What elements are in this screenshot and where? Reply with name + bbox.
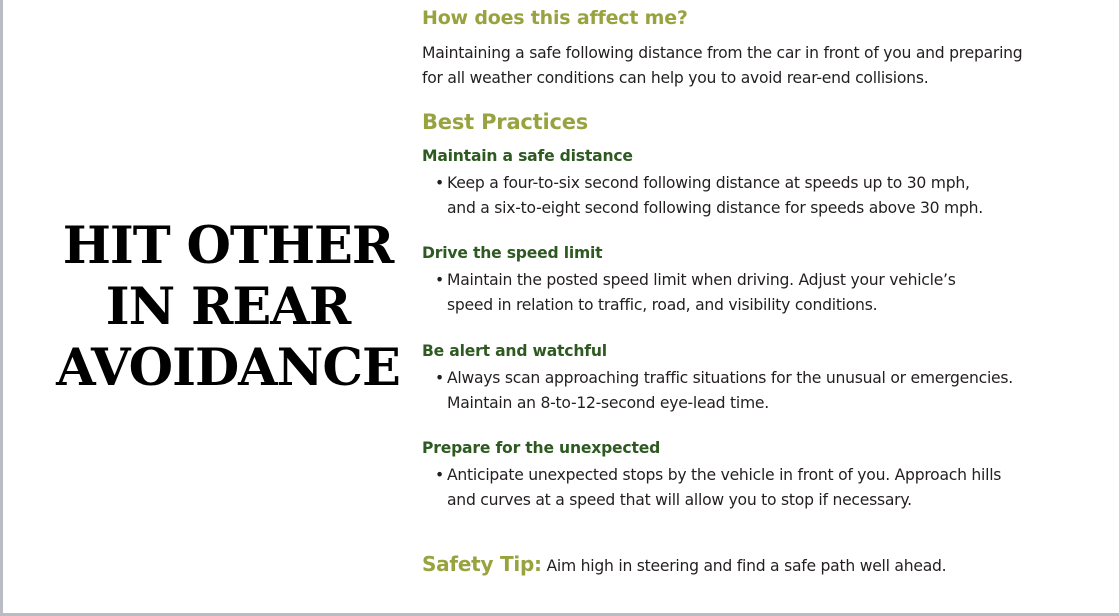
practice-bullet-alert bbox=[435, 366, 1013, 416]
bullet-dot-icon: • bbox=[435, 369, 444, 387]
bullet-dot-icon: • bbox=[435, 271, 444, 289]
affect-line-2: for all weather conditions can help you to avoid rear-end collisions. bbox=[422, 69, 929, 87]
safety-tip-text: Aim high in steering and find a safe path well ahead. bbox=[546, 557, 947, 575]
practice-title-alert: Be alert and watchful bbox=[422, 342, 607, 360]
practice-line: speed in relation to traffic, road, and visibility conditions. bbox=[447, 296, 878, 314]
best-practices-heading: Best Practices bbox=[422, 110, 589, 134]
slide-title bbox=[30, 216, 426, 399]
practice-line: and curves at a speed that will allow you to stop if necessary. bbox=[447, 491, 912, 509]
bullet-dot-icon: • bbox=[435, 174, 444, 192]
practice-line: and a six-to-eight second following distance for speeds above 30 mph. bbox=[447, 199, 983, 217]
practice-title-speed-limit: Drive the speed limit bbox=[422, 244, 603, 262]
bullet-dot-icon: • bbox=[435, 466, 444, 484]
practice-title-safe-distance: Maintain a safe distance bbox=[422, 147, 633, 165]
affect-paragraph bbox=[422, 41, 1022, 91]
safety-tip-label: Safety Tip: bbox=[422, 552, 542, 576]
affect-heading: How does this affect me? bbox=[422, 7, 688, 29]
practice-line: Keep a four-to-six second following distance at speeds up to 30 mph, bbox=[447, 174, 970, 192]
slide-title-line-1: HIT OTHER bbox=[62, 216, 394, 276]
practice-line: Anticipate unexpected stops by the vehicle in front of you. Approach hills bbox=[447, 466, 1002, 484]
practice-bullet-safe-distance bbox=[435, 171, 983, 221]
practice-line: Maintain the posted speed limit when driving. Adjust your vehicle’s bbox=[447, 271, 956, 289]
practice-title-unexpected: Prepare for the unexpected bbox=[422, 439, 661, 457]
practice-bullet-speed-limit bbox=[435, 268, 956, 318]
practice-line: Maintain an 8-to-12-second eye-lead time. bbox=[447, 394, 769, 412]
practice-line: Always scan approaching traffic situations for the unusual or emergencies. bbox=[447, 369, 1013, 387]
affect-line-1: Maintaining a safe following distance from the car in front of you and preparing bbox=[422, 44, 1023, 62]
slide-title-line-2: IN REAR bbox=[105, 277, 351, 337]
practice-bullet-unexpected bbox=[435, 463, 1001, 513]
safety-tip bbox=[422, 552, 946, 576]
slide-title-line-3: AVOIDANCE bbox=[56, 338, 400, 398]
slide-left-border bbox=[0, 0, 3, 616]
